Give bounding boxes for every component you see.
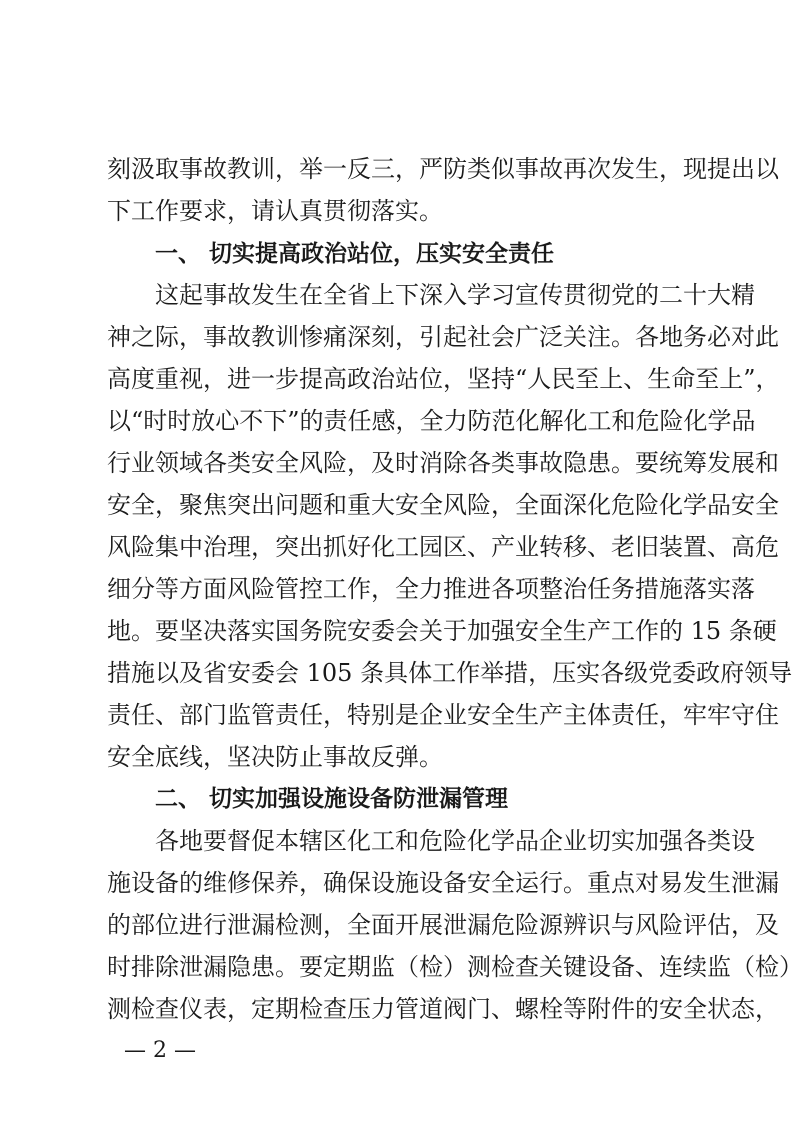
body-text-line: 细分等方面风险管控工作，全力推进各项整治任务措施落实落 (107, 575, 755, 603)
body-text-line: 测检查仪表，定期检查压力管道阀门、螺栓等附件的安全状态， (107, 995, 779, 1023)
body-text-line: 这起事故发生在全省上下深入学习宣传贯彻党的二十大精 (155, 281, 755, 309)
body-text-line: 各地要督促本辖区化工和危险化学品企业切实加强各类设 (155, 827, 755, 855)
body-text-line: 神之际，事故教训惨痛深刻，引起社会广泛关注。各地务必对此 (107, 323, 779, 351)
body-text-line: 下工作要求，请认真贯彻落实。 (107, 197, 443, 225)
body-text-line: 时排除泄漏隐患。要定期监（检）测检查关键设备、连续监（检） (107, 953, 803, 981)
body-text-line: 地。要坚决落实国务院安委会关于加强安全生产工作的 15 条硬 (107, 617, 777, 645)
body-text-line: 刻汲取事故教训，举一反三，严防类似事故再次发生，现提出以 (107, 155, 779, 183)
body-text-line: 责任、部门监管责任，特别是企业安全生产主体责任，牢牢守住 (107, 701, 779, 729)
body-text-line: 的部位进行泄漏检测，全面开展泄漏危险源辨识与风险评估，及 (107, 911, 779, 939)
section-heading-1: 一、 切实提高政治站位，压实安全责任 (155, 241, 555, 267)
body-text-line: 安全底线，坚决防止事故反弹。 (107, 743, 443, 771)
body-text-line: 行业领域各类安全风险，及时消除各类事故隐患。要统筹发展和 (107, 449, 779, 477)
body-text-line: 以“时时放心不下”的责任感，全力防范化解化工和危险化学品 (107, 407, 756, 435)
section-heading-2: 二、 切实加强设施设备防泄漏管理 (155, 786, 509, 812)
body-text-line: 施设备的维修保养，确保设施设备安全运行。重点对易发生泄漏 (107, 869, 779, 897)
body-text-line: 措施以及省安委会 105 条具体工作举措，压实各级党委政府领导 (107, 659, 793, 687)
page-number: — 2 — (124, 1038, 196, 1063)
body-text-line: 风险集中治理，突出抓好化工园区、产业转移、老旧装置、高危 (107, 533, 779, 561)
body-text-line: 安全，聚焦突出问题和重大安全风险，全面深化危险化学品安全 (107, 491, 779, 519)
body-text-line: 高度重视，进一步提高政治站位，坚持“人民至上、生命至上”， (107, 365, 780, 393)
